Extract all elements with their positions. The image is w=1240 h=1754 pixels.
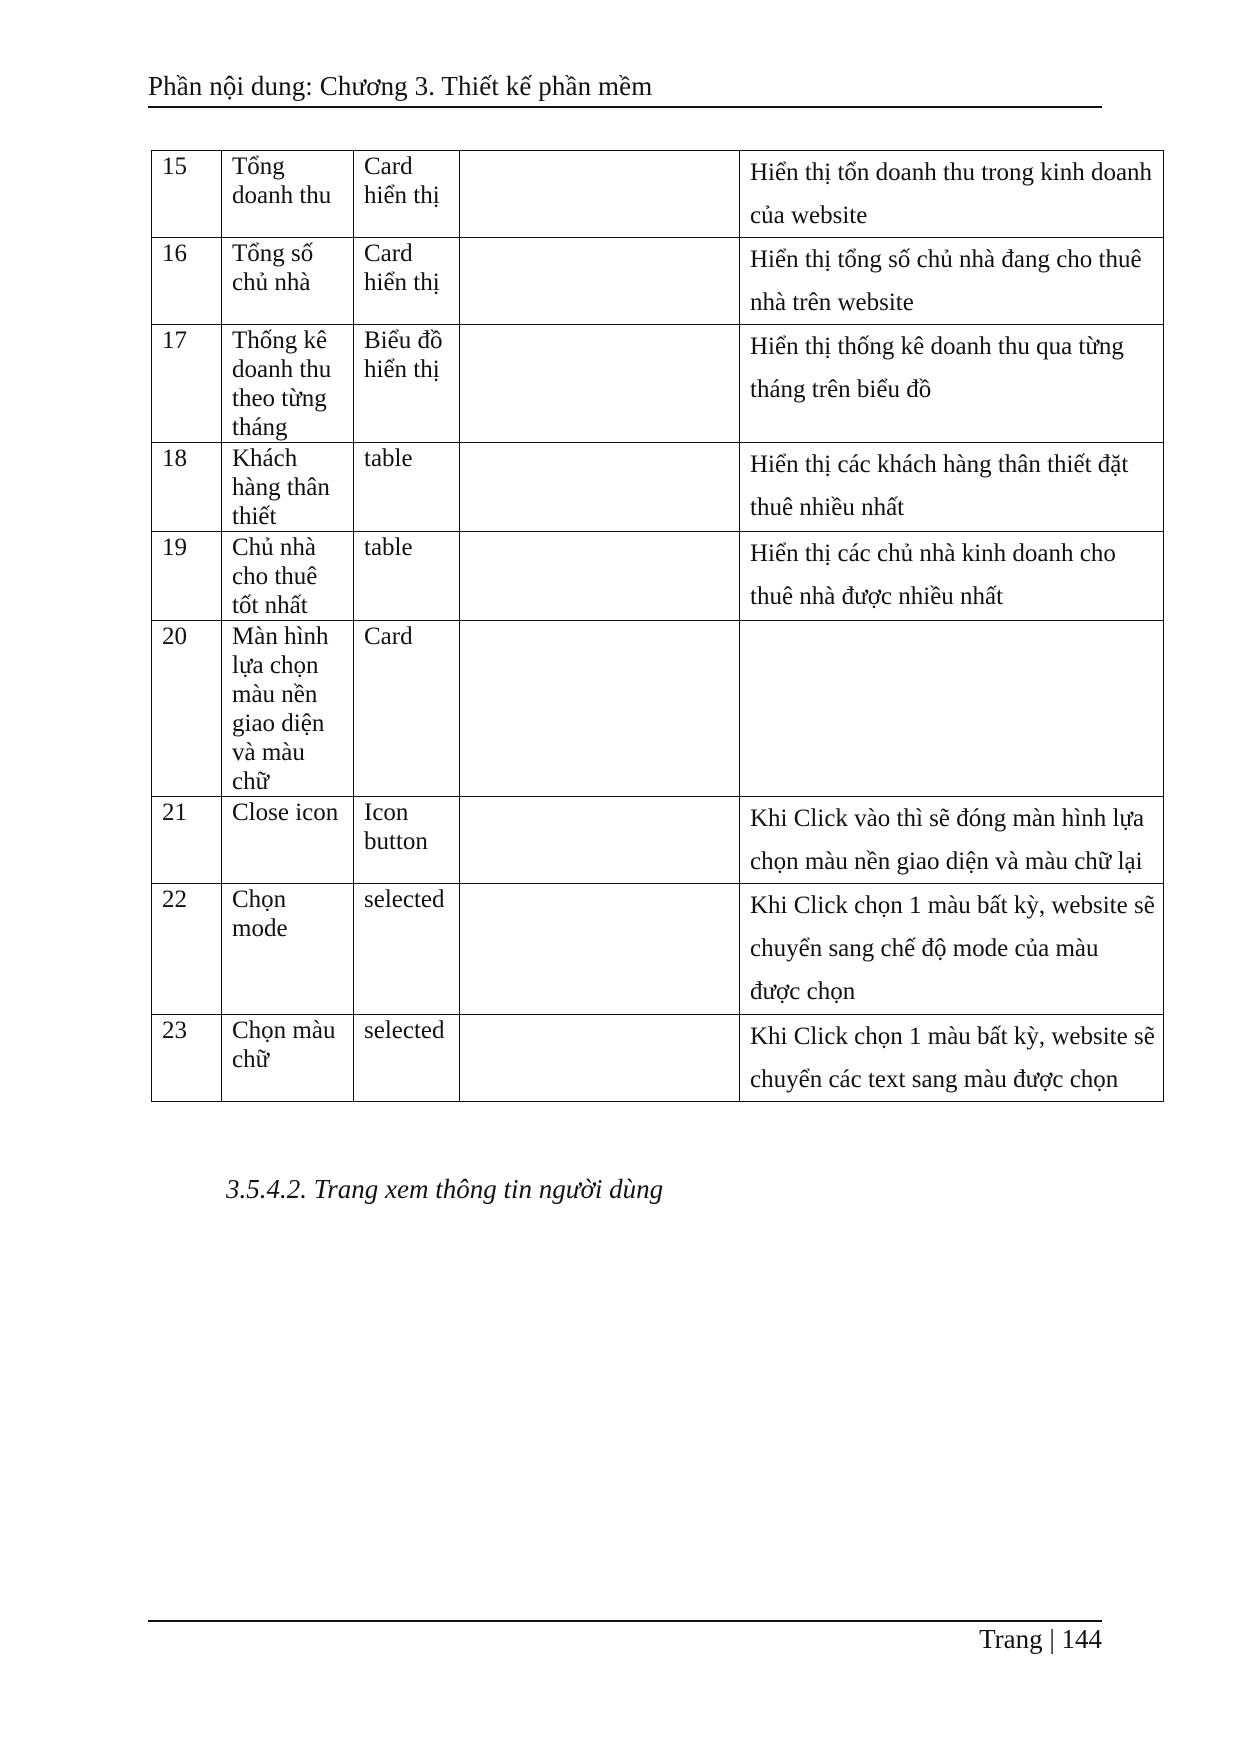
component-type: Card hiển thị — [354, 151, 460, 238]
component-type: Biểu đồ hiển thị — [354, 325, 460, 443]
row-number: 23 — [152, 1015, 222, 1102]
component-description: Khi Click chọn 1 màu bất kỳ, website sẽ chuyển sang chế độ mode của màu được chọn — [740, 884, 1164, 1015]
component-name: Khách hàng thân thiết — [222, 443, 354, 532]
component-description — [740, 621, 1164, 797]
table-row — [152, 325, 1164, 443]
table-row — [152, 151, 1164, 238]
component-constraint — [460, 238, 740, 325]
subsection-heading: 3.5.4.2. Trang xem thông tin người dùng — [226, 1174, 664, 1204]
component-constraint — [460, 884, 740, 1015]
component-constraint — [460, 797, 740, 884]
component-description: Khi Click chọn 1 màu bất kỳ, website sẽ chuyển các text sang màu được chọn — [740, 1015, 1164, 1102]
table-row — [152, 621, 1164, 797]
row-number: 15 — [152, 151, 222, 238]
component-type: Card — [354, 621, 460, 797]
component-constraint — [460, 151, 740, 238]
component-constraint — [460, 532, 740, 621]
component-type: selected — [354, 1015, 460, 1102]
footer-rule — [148, 1620, 1102, 1622]
component-description: Hiển thị các khách hàng thân thiết đặt thuê nhiều nhất — [740, 443, 1164, 532]
header-title: Phần nội dung: Chương 3. Thiết kế phần mềm — [148, 71, 653, 101]
table-row — [152, 1015, 1164, 1102]
table-row — [152, 797, 1164, 884]
component-name: Tổng số chủ nhà — [222, 238, 354, 325]
row-number: 19 — [152, 532, 222, 621]
table-row — [152, 884, 1164, 1015]
component-description: Khi Click vào thì sẽ đóng màn hình lựa chọn màu nền giao diện và màu chữ lại — [740, 797, 1164, 884]
component-constraint — [460, 1015, 740, 1102]
table-body — [152, 151, 1164, 1102]
row-number: 21 — [152, 797, 222, 884]
component-description: Hiển thị thống kê doanh thu qua từng tháng trên biểu đồ — [740, 325, 1164, 443]
table-row — [152, 532, 1164, 621]
component-spec-table — [151, 150, 1164, 1102]
component-type: table — [354, 443, 460, 532]
row-number: 17 — [152, 325, 222, 443]
component-name: Màn hình lựa chọn màu nền giao diện và màu chữ — [222, 621, 354, 797]
page-number: Trang | 144 — [979, 1624, 1102, 1654]
component-name: Chọn màu chữ — [222, 1015, 354, 1102]
component-name: Chọn mode — [222, 884, 354, 1015]
component-description: Hiển thị tổng số chủ nhà đang cho thuê nhà trên website — [740, 238, 1164, 325]
row-number: 20 — [152, 621, 222, 797]
component-name: Chủ nhà cho thuê tốt nhất — [222, 532, 354, 621]
component-name: Close icon — [222, 797, 354, 884]
component-type: Card hiển thị — [354, 238, 460, 325]
row-number: 18 — [152, 443, 222, 532]
component-type: table — [354, 532, 460, 621]
table-row — [152, 238, 1164, 325]
component-constraint — [460, 325, 740, 443]
row-number: 16 — [152, 238, 222, 325]
component-type: Icon button — [354, 797, 460, 884]
page-header — [148, 70, 1102, 108]
row-number: 22 — [152, 884, 222, 1015]
component-description: Hiển thị tổn doanh thu trong kinh doanh của website — [740, 151, 1164, 238]
component-description: Hiển thị các chủ nhà kinh doanh cho thuê nhà được nhiều nhất — [740, 532, 1164, 621]
component-name: Tổng doanh thu — [222, 151, 354, 238]
component-constraint — [460, 443, 740, 532]
component-constraint — [460, 621, 740, 797]
component-type: selected — [354, 884, 460, 1015]
component-name: Thống kê doanh thu theo từng tháng — [222, 325, 354, 443]
table-row — [152, 443, 1164, 532]
